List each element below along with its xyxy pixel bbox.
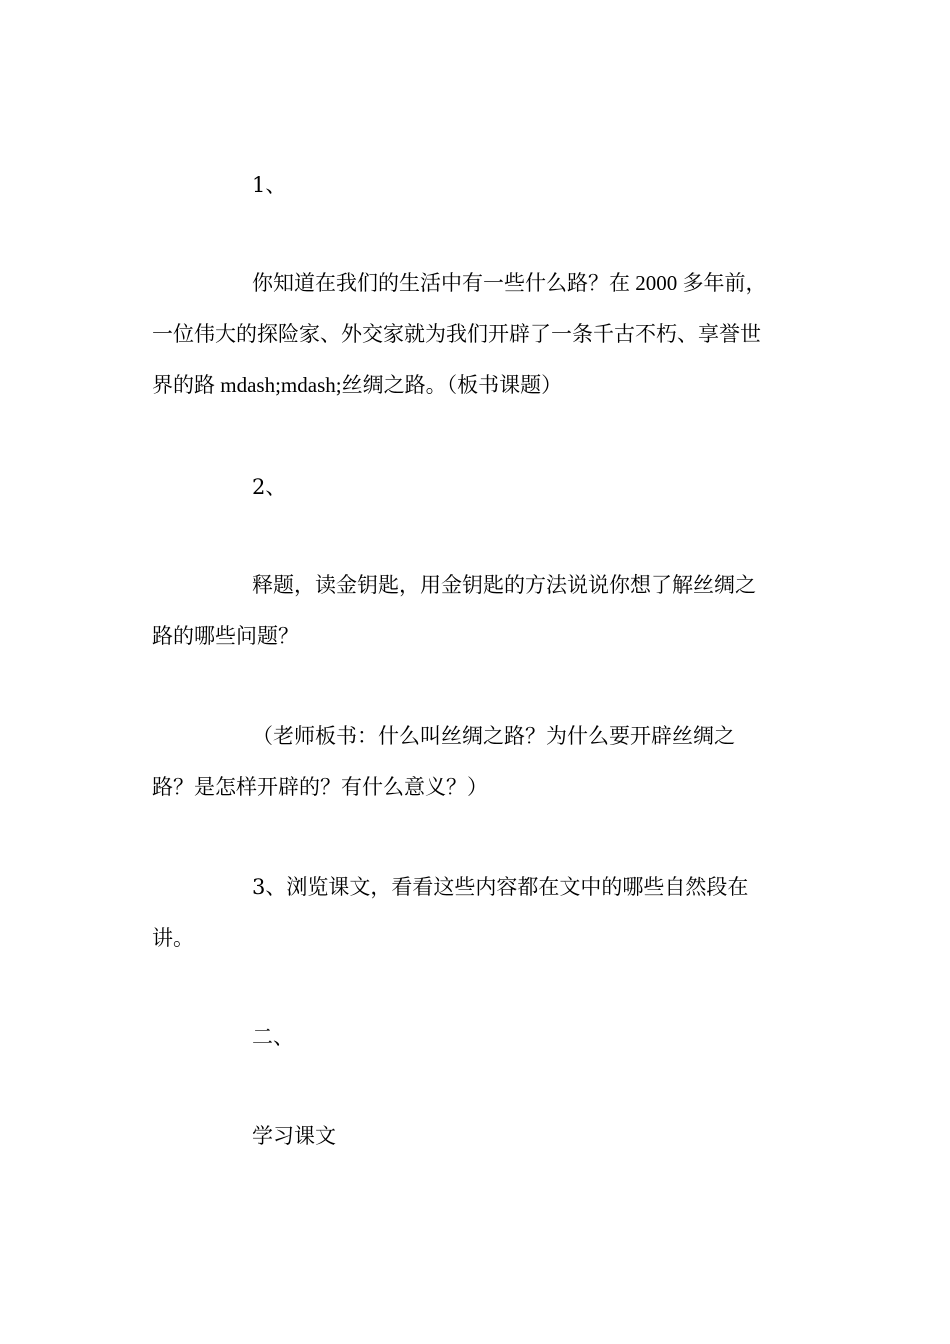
text-line: （老师板书：什么叫丝绸之路？为什么要开辟丝绸之	[252, 724, 735, 748]
text-line: 讲。	[152, 926, 194, 950]
text-line: 1、	[252, 173, 287, 197]
text-line: 二、	[252, 1025, 294, 1049]
intro-paragraph	[152, 258, 802, 411]
item-number-3-paragraph	[152, 862, 802, 964]
section-heading-two	[152, 1012, 802, 1063]
explain-title-paragraph	[152, 560, 802, 662]
text-line: 你知道在我们的生活中有一些什么路？在 2000 多年前，	[252, 271, 767, 295]
text-line: 3、浏览课文，看看这些内容都在文中的哪些自然段在	[252, 875, 749, 899]
text-line: 2、	[252, 475, 287, 499]
section-title-study-text	[152, 1111, 802, 1162]
teacher-board-note	[152, 711, 802, 813]
text-line: 路？是怎样开辟的？有什么意义？）	[152, 775, 488, 799]
text-line: 界的路 mdash;mdash;丝绸之路。（板书课题）	[152, 373, 563, 397]
text-line: 学习课文	[252, 1124, 336, 1148]
item-number-1	[152, 160, 802, 211]
text-line: 路的哪些问题？	[152, 624, 299, 648]
text-line: 一位伟大的探险家、外交家就为我们开辟了一条千古不朽、享誉世	[152, 322, 761, 346]
text-line: 释题，读金钥匙，用金钥匙的方法说说你想了解丝绸之	[252, 573, 756, 597]
item-number-2	[152, 462, 802, 513]
